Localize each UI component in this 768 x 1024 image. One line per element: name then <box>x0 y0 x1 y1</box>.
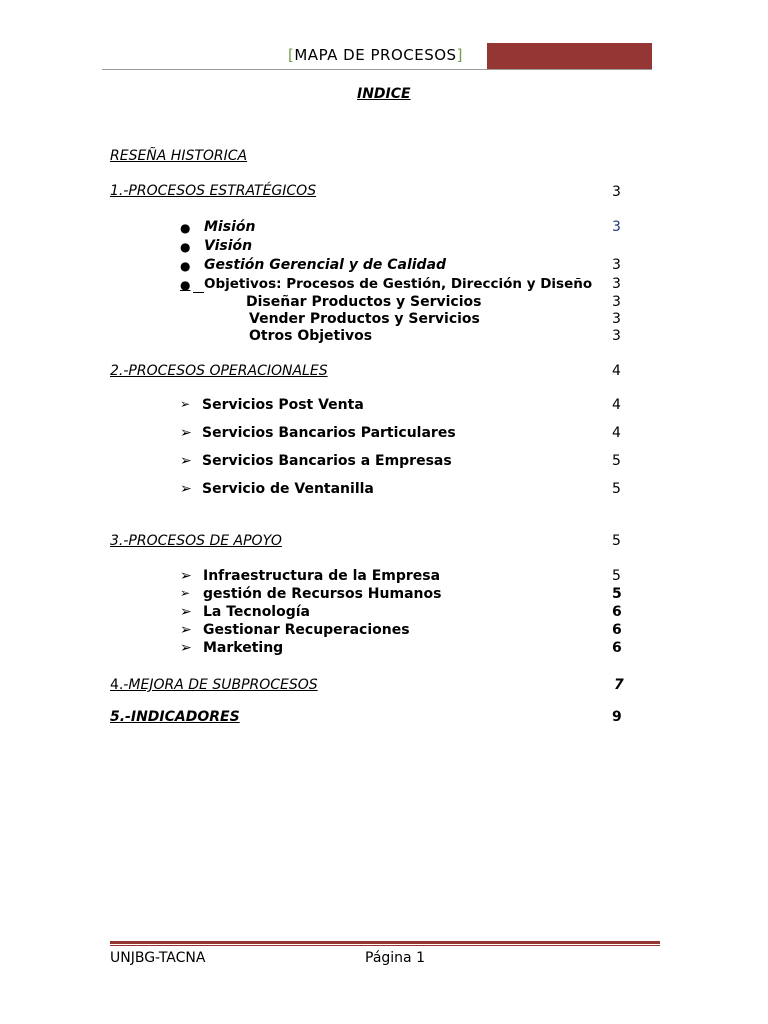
footer-page-number: Página 1 <box>365 950 425 966</box>
list-item-mision: Misión <box>204 219 256 235</box>
bullet-icon: ● <box>180 259 191 273</box>
list-item-recursos-humanos: gestión de Recursos Humanos <box>203 586 442 602</box>
header-title-text: MAPA DE PROCESOS <box>294 46 457 64</box>
section-4-title <box>110 677 318 693</box>
subitem-disenar: Diseñar Productos y Servicios <box>246 294 482 310</box>
bullet-underline <box>193 292 204 293</box>
page-bancarios-particulares: 4 <box>612 425 621 441</box>
page-ventanilla: 5 <box>612 481 621 497</box>
subitem-otros: Otros Objetivos <box>249 328 373 344</box>
page-post-venta: 4 <box>612 397 621 413</box>
section-resena: RESEÑA HISTORICA <box>110 148 248 164</box>
page-vender: 3 <box>612 311 621 327</box>
section-2-title: 2.-PROCESOS OPERACIONALES <box>110 363 328 379</box>
list-item-vision: Visión <box>204 238 253 254</box>
section-4-page: 7 <box>614 677 624 693</box>
bullet-icon: ● <box>180 240 191 254</box>
list-item-bancarios-particulares: Servicios Bancarios Particulares <box>202 425 456 441</box>
header-color-bar <box>487 43 652 69</box>
page-bancarios-empresas: 5 <box>612 453 621 469</box>
arrow-bullet-icon: ➢ <box>180 586 191 600</box>
page-gestion-gerencial: 3 <box>612 257 621 273</box>
page-otros: 3 <box>612 328 621 344</box>
page-mision: 3 <box>612 219 621 235</box>
list-item-gestion-gerencial: Gestión Gerencial y de Calidad <box>204 257 447 273</box>
list-item-infraestructura: Infraestructura de la Empresa <box>203 568 441 584</box>
section-2-page: 4 <box>612 363 621 379</box>
footer-rule-thick <box>110 941 660 944</box>
bracket-open: [ <box>288 46 295 64</box>
section-3-page: 5 <box>612 533 621 549</box>
bullet-icon: ● <box>180 278 191 292</box>
header-rule <box>102 69 652 70</box>
page-recursos-humanos: 5 <box>612 586 622 602</box>
list-item-marketing: Marketing <box>203 640 284 656</box>
index-title: INDICE <box>357 86 411 102</box>
arrow-bullet-icon: ➢ <box>180 604 192 620</box>
header-title <box>288 46 463 64</box>
page-disenar: 3 <box>612 294 621 310</box>
section-1-title: 1.-PROCESOS ESTRATÉGICOS <box>110 183 317 199</box>
subitem-vender: Vender Productos y Servicios <box>249 311 480 327</box>
page-objetivos: 3 <box>612 276 621 292</box>
list-item-recuperaciones: Gestionar Recuperaciones <box>203 622 410 638</box>
page-recuperaciones: 6 <box>612 622 622 638</box>
bullet-icon: ● <box>180 221 191 235</box>
arrow-bullet-icon: ➢ <box>180 397 191 411</box>
list-item-bancarios-empresas: Servicios Bancarios a Empresas <box>202 453 452 469</box>
list-item-post-venta: Servicios Post Venta <box>202 397 364 413</box>
list-item-objetivos: Objetivos: Procesos de Gestión, Dirección y Diseño <box>204 276 593 292</box>
section-1-page: 3 <box>612 184 621 200</box>
arrow-bullet-icon: ➢ <box>180 481 192 497</box>
section-5-page: 9 <box>612 709 622 725</box>
page-infraestructura: 5 <box>612 568 621 584</box>
arrow-bullet-icon: ➢ <box>180 622 192 638</box>
arrow-bullet-icon: ➢ <box>180 568 192 584</box>
arrow-bullet-icon: ➢ <box>180 640 192 656</box>
page-tecnologia: 6 <box>612 604 622 620</box>
footer-rule-thin <box>110 945 660 946</box>
section-3-title: 3.-PROCESOS DE APOYO <box>110 533 282 549</box>
section-4-prefix: 4.- <box>110 677 129 693</box>
page-marketing: 6 <box>612 640 622 656</box>
list-item-tecnologia: La Tecnología <box>203 604 310 620</box>
section-4-label: MEJORA DE SUBPROCESOS <box>128 677 318 693</box>
list-item-ventanilla: Servicio de Ventanilla <box>202 481 374 497</box>
bracket-close: ] <box>456 46 463 64</box>
section-5-title: 5.-INDICADORES <box>110 709 240 725</box>
arrow-bullet-icon: ➢ <box>180 453 192 469</box>
footer-left-text: UNJBG-TACNA <box>110 950 206 966</box>
arrow-bullet-icon: ➢ <box>180 425 192 441</box>
